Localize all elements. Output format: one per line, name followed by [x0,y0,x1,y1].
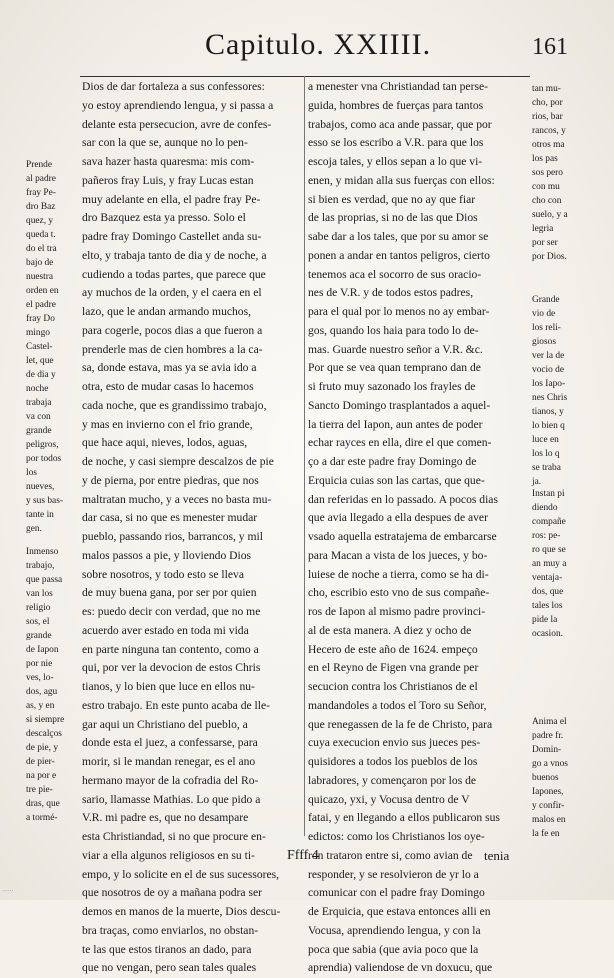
right-margin-note-1 [532,82,586,264]
text-line: demos en manos de la muerte, Dios descu- [82,905,281,918]
text-line: por todos [26,454,62,464]
text-line: al padre [26,174,56,184]
text-line: a menester vna Christiandad tan perse- [308,80,488,93]
text-line: as, y en [26,701,55,711]
left-text-column [82,78,302,978]
text-line: ron trataron entre si, como avian de [308,848,473,862]
text-line: cuya execucion envio sus jueces pes- [308,736,481,750]
text-line: Instan pi [532,489,565,499]
text-line: por ser [532,238,558,248]
text-line: van los [26,589,53,599]
text-line: por nie [26,659,53,669]
text-line: sario, llamasse Mathias. Lo que pido a [82,792,261,806]
text-line: do el tra [26,244,57,254]
text-line: que no vengan, pero sean tales quales [82,961,257,975]
text-line: de noche, y casi siempre descalzos de pie [82,455,274,468]
column-divider [304,76,305,836]
text-line: trabajos, como aca ande passar, que por [308,117,492,131]
scan-mark: ······ [2,888,14,895]
text-line: los pas [532,154,558,164]
text-line: echar rayces en ella, dire el que comen- [308,436,492,450]
text-line: Anima el [532,717,567,727]
text-line: si bien es verdad, que no ay que fiar [308,192,476,206]
right-margin-note-3 [532,487,586,641]
text-line: enen, y midan alla sus fuerças con ellos: [308,173,495,187]
catchword: tenia [484,848,510,863]
text-line: si fruto muy sazonado los frayles de [308,380,476,393]
text-line: legria [532,224,554,234]
text-line: gos, quando los haia para todo lo de- [308,323,479,337]
text-line: cho con [532,196,562,206]
text-line: ves, lo- [26,673,54,683]
text-line: tre pie- [26,785,53,795]
text-line: qui, por ver la devocion de estos Chris [82,661,261,675]
text-line: padre fray Domingo Castellet anda su- [82,230,262,243]
text-line: los [26,468,37,478]
right-text-column [308,78,530,978]
text-line: morir, si le mandan renegar, es el ano [82,755,256,768]
text-line: sobre nosotros, y todo esto se lleva [82,567,244,581]
text-line: en parte ninguna tan contento, como a [82,642,259,656]
text-line: luce en [532,435,559,445]
text-line: ver la de [532,351,565,361]
text-line: tante in [26,510,54,520]
text-line: viar a ella algunos religiosos en su ti- [82,848,255,862]
text-line: va con [26,412,51,422]
text-line: estro trabajo. En este punto acaba de lle- [82,698,270,712]
text-line: Inmenso [26,547,59,557]
text-line: padre fr. [532,731,564,741]
text-line: si siempre [26,715,65,725]
text-line: nueves, [26,482,55,492]
text-line: de pie, y [26,743,59,753]
text-line: los lo q [532,449,560,459]
text-line: dos, que [532,587,564,597]
text-line: sos pero [532,168,563,178]
text-line: tianos, y [532,407,564,417]
text-line: mingo [26,328,50,338]
text-line: de muy buena gana, por ser por quien [82,586,257,600]
text-line: ros de Iapon al mismo padre provinci- [308,605,486,618]
text-line: Prende [26,160,53,170]
text-line: ros: pe- [532,531,561,541]
text-line: fatai, y en llegando a ellos publicaron sus [308,811,500,825]
text-line: esta Christiandad, si no que procure en- [82,830,266,843]
text-line: buenos [532,773,559,783]
text-line: es: puedo decir con verdad, que no me [82,605,261,618]
text-line: Domin- [532,745,562,755]
text-line: Iapones, [532,787,564,797]
text-line: mas. Guarde nuestro señor a V.R. &c. [308,342,483,356]
right-margin-note-2 [532,293,586,489]
text-line: que nosotros de oy a mañana podra ser [82,886,262,900]
text-line: otros ma [532,140,565,150]
text-line: dos, agu [26,687,58,697]
text-line: grande [26,426,52,436]
text-line: ponen a andar en tantos peligros, cierto [308,248,490,262]
text-line: pañeros fray Luis, y fray Lucas estan [82,173,254,187]
text-line: de pier- [26,757,55,767]
text-line: secucion contra los Christianos de el [308,680,478,693]
text-line: lo bien q [532,421,565,431]
text-line: dro Baz [26,202,56,212]
text-line: pueblo, passando rios, barrancos, y mil [82,530,263,543]
text-line: quisidores a todos los pueblos de los [308,755,478,768]
text-line: mandandoles a todos el Toro su Señor, [308,698,487,712]
running-header [0,28,614,68]
text-line: malos passos a pie, y lloviendo Dios [82,548,252,562]
text-line: religio [26,603,51,613]
text-line: comunicar con el padre fray Domingo [308,886,485,900]
text-line: que passa [26,575,63,585]
text-line: empo, y lo solicite en el de sus sucessores, [82,867,280,881]
text-line: dro Bazquez esta ya presso. Solo el [82,211,246,225]
text-line: tenemos aca el socorro de sus oracio- [308,267,482,281]
page-number: 161 [532,34,568,60]
text-line: queda t. [26,230,56,240]
text-line: de las proprias, si no de las que Dios [308,211,478,225]
text-line: sa, donde estava, mas ya se avia ido a [82,361,257,375]
text-line: maltratan mucho, y a veces no basta mu- [82,492,272,506]
text-line: Vocusa, aprendiendo lengua, y con la [308,923,481,937]
text-line: go a vnos [532,759,568,769]
text-line: que hace aqui, nieves, lodos, aguas, [82,436,248,450]
text-line: el padre [26,300,56,310]
text-line: y confir- [532,801,565,811]
text-line: descalços [26,729,62,739]
text-line: delante esta persecucion, avre de confes- [82,117,272,131]
text-line: rancos, y [532,126,566,136]
text-line: y de pierna, por entre piedras, que nos [82,473,259,487]
text-line: diendo [532,503,558,513]
text-line: responder, y se resolvieron de yr lo a [308,867,479,881]
text-line: de Iapon [26,645,59,655]
text-line: rios, bar [532,112,563,122]
page-footer [0,848,614,872]
text-line: de Erquicia, que estava entonces alli en [308,905,491,918]
text-line: y mas en invierno con el frio grande, [82,417,253,431]
text-line: Grande [532,295,560,305]
text-line: sabe dar a los tales, que por su amor se [308,230,489,243]
text-line: Sancto Domingo trasplantados a aquel- [308,398,491,412]
text-line: a tormé- [26,813,58,823]
text-line: malos en [532,815,566,825]
text-line: cho, por [532,98,563,108]
text-line: por Dios. [532,252,567,262]
text-line: an muy a [532,559,567,569]
text-line: suelo, y a [532,210,568,220]
text-line: bajo de [26,258,54,268]
text-line: cada noche, que es grandissimo trabajo, [82,398,267,412]
text-line: la tierra del Iapon, aun antes de poder [308,417,483,431]
text-line: en el Reyno de Figen vna grande per [308,661,479,675]
signature-mark: Ffff 4 [287,848,319,863]
text-line: gar aqui un Christiano del pueblo, a [82,717,248,731]
text-line: V.R. mi padre es, que no desampare [82,811,249,825]
text-line: fray Pe- [26,188,56,198]
text-line: labradores, y començaron por los de [308,773,477,787]
text-line: con mu [532,182,560,192]
text-line: muy adelante en ella, el padre fray Pe- [82,192,261,206]
text-line: la fe en [532,829,560,839]
text-line: vio de [532,309,556,319]
text-line: ocasion. [532,629,563,639]
text-line: tan mu- [532,84,561,94]
text-line: vocio de [532,365,565,375]
text-line: ay muchos de la orden, y el caera en el [82,286,262,300]
text-line: nes Chris [532,393,568,403]
text-line: ço a dar este padre fray Domingo de [308,455,477,468]
text-line: ventaja- [532,573,563,583]
text-line: que renegassen de la fe de Christo, para [308,717,493,731]
left-margin-note-1 [26,158,78,536]
text-line: Dios de dar fortaleza a sus confessores: [82,80,265,93]
text-line: escoja tales, y ellos sepan a lo que vi- [308,155,483,168]
text-line: de dia y [26,370,56,380]
text-line: para Macan a vista de los jueces, y bo- [308,548,488,562]
chapter-title: Capitulo. XXIIII. [205,28,432,61]
text-line: Erquicia cuias son las cartas, que que- [308,473,485,487]
text-line: let, que [26,356,54,366]
text-line: pide la [532,615,558,625]
text-line: guida, hombres de fuerças para tantos [308,98,484,112]
text-line: lazo, que le andan armando muchos, [82,305,252,318]
text-line: trabajo, [26,561,55,571]
text-line: donde esta el juez, a confessarse, para [82,736,258,750]
text-line: ro que se [532,545,566,555]
text-line: nuestra [26,272,54,282]
text-line: otra, esto de mudar casas lo hacemos [82,380,254,393]
text-line: los Iapo- [532,379,566,389]
text-line: aprendia) valiendose de vn doxucu, que [308,961,493,975]
text-line: quicazo, yxi, y Vocusa dentro de V [308,792,470,806]
text-line: Hecero de este año de 1624. empeço [308,642,478,656]
text-line: para el qual por lo menos no ay embar- [308,305,490,318]
text-line: edictos: como los Christianos los oye- [308,830,485,843]
text-line: tianos, y lo bien que luce en ellos nu- [82,680,255,693]
text-line: esso se los escribo a V.R. para que los [308,136,484,150]
text-line: peligros, [26,440,59,450]
text-line: vsado aquella estratajema de embarcarse [308,530,497,543]
text-line: nes de V.R. y de todos estos padres, [308,286,474,300]
text-line: orden en [26,286,59,296]
text-line: yo estoy aprendiendo lengua, y si passa a [82,98,274,112]
text-line: acuerdo aver estado en toda mi vida [82,623,249,637]
text-line: para cogerle, pocos dias a que fueron a [82,323,263,337]
text-line: dar casa, si no que es menester mudar [82,511,258,525]
text-line: y sus bas- [26,496,63,506]
text-line: dan referidas en lo passado. A pocos dias [308,492,498,506]
text-line: Por que se vea quan temprano dan de [308,361,481,375]
text-line: na por e [26,771,57,781]
text-line: sava hazer hasta quaresma: mis com- [82,155,255,168]
text-line: elto, y trabaja tanto de dia y de noche, a [82,248,267,262]
text-line: dras, que [26,799,60,809]
text-line: Castel- [26,342,53,352]
text-line: prenderle mas de cien hombres a la ca- [82,342,263,356]
text-line: quez, y [26,216,54,226]
text-line: sos, el [26,617,50,627]
text-line: gen. [26,524,42,534]
left-margin-note-2 [26,545,78,825]
text-line: se traba [532,463,561,473]
right-margin-note-4 [532,715,586,841]
text-line: te las que estos tiranos an dado, para [82,942,252,956]
text-line: los reli- [532,323,561,333]
text-line: ja. [532,477,542,487]
text-line: al de esta manera. A diez y ocho de [308,623,472,637]
text-line: fray Do [26,314,55,324]
text-line: luiese de noche a tierra, como se ha di- [308,567,489,581]
text-line: tales los [532,601,563,611]
text-line: bra traças, como enviarlos, no obstan- [82,923,259,937]
text-line: sar con la que se, aunque no lo pen- [82,136,248,150]
text-line: cho, escribio esto vno de sus compañe- [308,586,490,600]
text-line: hermano mayor de la cofradia del Ro- [82,773,259,787]
text-line: poca que sabia (que avia poco que la [308,942,479,956]
text-line: que avia llegado a ella despues de aver [308,511,488,525]
text-line: compañe [532,517,566,527]
text-line: trabaja [26,398,52,408]
text-line: giosos [532,337,556,347]
text-line: grande [26,631,52,641]
text-line: noche [26,384,49,394]
text-line: cudiendo a todas partes, que parece que [82,267,266,281]
